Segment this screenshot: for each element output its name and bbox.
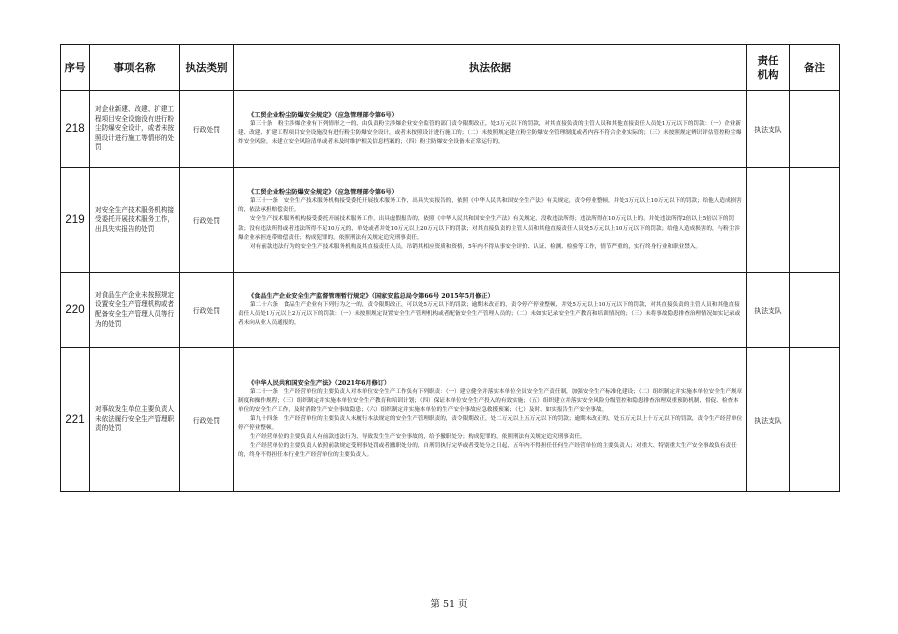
row-number: 218 [61, 91, 90, 168]
enforcement-category: 行政处罚 [180, 273, 234, 348]
table-row [61, 168, 840, 273]
item-name: 对企业新建、改建、扩建工程项目安全设施没有进行粉尘防爆安全设计，或者未按照设计进行施工等情形的处罚 [90, 91, 180, 168]
row-number: 220 [61, 273, 90, 348]
item-name: 对事故发生单位主要负责人未依法履行安全生产管理职责的处罚 [90, 348, 180, 492]
enforcement-category: 行政处罚 [180, 168, 234, 273]
law-paragraph: 对有前款违法行为的安全生产技术服务机构及其直接责任人员，吊销其相应资质和资格，5年内不得从事安全评价、认证、检测、检验等工作，情节严重的，实行终身行业和职业禁入。 [250, 243, 702, 250]
law-paragraph: 第二十一条 生产经营单位的主要负责人对本单位安全生产工作负有下列职责：（一）建立健全并落实本单位全员安全生产责任制，加强安全生产标准化建设；（二）组织制定并实施本单位安全生产规章制度和操作规程；（三）组织制定并实施本单位安全生产教育和培训计划；（四）保证本单位安全生产投入的有效实施；（五）组织建立并落实安全风险分级管控和隐患排查治理双重预防机制，督促、检查本单位的安全生产工作，及时消除生产安全事故隐患；（六）组织制定并实施本单位的生产安全事故应急救援预案；（七）及时、如实报告生产安全事故。 [238, 388, 743, 413]
row-number: 221 [61, 348, 90, 492]
law-title: 《工贸企业粉尘防爆安全规定》（应急管理部令第6号） [248, 189, 398, 197]
enforcement-category: 行政处罚 [180, 91, 234, 168]
header-basis: 执法依据 [234, 45, 747, 91]
header-name: 事项名称 [90, 45, 180, 91]
law-paragraph: 安全生产技术服务机构接受委托开展技术服务工作，出具虚假报告的，依照《中华人民共和国安全生产法》有关规定，没收违法所得；违法所得在10万元以上的，并处违法所得2倍以上5倍以下的罚款；没有违法所得或者违法所得不足10万元的，单处或者并处10万元以上20万元以下的罚款；对其直接负责的主管人员和其他直接责任人员处5万元以上10万元以下的罚款；给他人造成损害的，与粉尘涉爆企业承担连带赔偿责任；构成犯罪的，依照刑法有关规定追究刑事责任。 [238, 216, 740, 241]
responsible-unit: 执法支队 [747, 273, 790, 348]
law-title: 《中华人民共和国安全生产法》（2021年6月修订） [248, 379, 391, 387]
responsible-unit [747, 168, 790, 273]
row-number: 219 [61, 168, 90, 273]
item-name: 对安全生产技术服务机构接受委托开展技术服务工作，出具失实报告的处罚 [90, 168, 180, 273]
law-title: 《工贸企业粉尘防爆安全规定》（应急管理部令第6号） [248, 111, 398, 119]
enforcement-basis [234, 168, 747, 273]
table-header-row [61, 45, 840, 91]
page-number: 第 51 页 [430, 599, 468, 610]
header-category: 执法类别 [180, 45, 234, 91]
responsible-unit: 执法支队 [747, 91, 790, 168]
enforcement-category: 行政处罚 [180, 348, 234, 492]
table-row [61, 273, 840, 348]
law-paragraph: 生产经营单位的主要负责人依照前款规定受刑事处罚或者撤职处分的，自刑罚执行完毕或者受处分之日起，五年内不得担任任何生产经营单位的主要负责人；对重大、特别重大生产安全事故负有责任的，终身不得担任本行业生产经营单位的主要负责人。 [238, 443, 737, 459]
enforcement-table [60, 44, 840, 492]
header-responsible-line2: 机构 [757, 68, 779, 81]
header-responsible-line1: 责任 [757, 54, 779, 67]
remarks-cell [790, 348, 840, 492]
enforcement-basis [234, 273, 747, 348]
law-paragraph: 第九十四条 生产经营单位的主要负责人未履行本法规定的安全生产管理职责的，责令限期改正，处二万元以上五万元以下的罚款；逾期未改正的，处五万元以上十万元以下的罚款，责令生产经营单位停产停业整顿。 [238, 415, 743, 432]
law-paragraph: 第二十六条 食品生产企业有下列行为之一的，责令限期改正，可以处5万元以下的罚款；逾期未改正的，责令停产停业整顿，并处5万元以上10万元以下的罚款，对其直接负责的主管人员和其他直接责任人员处1万元以上2万元以下的罚款：（一）未按照规定设置安全生产管理机构或者配备安全生产管理人员的；（二）未如实记录安全生产教育和培训情况的；（三）未将事故隐患排查治理情况如实记录或者未向从业人员通报的。 [238, 301, 741, 327]
remarks-cell [790, 91, 840, 168]
enforcement-basis [234, 348, 747, 492]
table-row [61, 91, 840, 168]
header-seq: 序号 [61, 45, 90, 91]
item-name: 对食品生产企业未按照规定设置安全生产管理机构或者配备安全生产管理人员等行为的处罚 [90, 273, 180, 348]
law-title: 《食品生产企业安全生产监督管理暂行规定》（国家安监总局令第66号 2015年5月修正） [248, 292, 494, 300]
law-paragraph: 第三十条 粉尘涉爆企业有下列情形之一的，由负责粉尘涉爆企业安全监管的部门责令限期改正，处3万元以下的罚款，对其直接负责的主管人员和其他直接责任人员处1万元以下的罚款：（一）企业新建、改建、扩建工程项目安全设施没有进行粉尘防爆安全设计，或者未按照设计进行施工的；（二）未按照规定建立粉尘防爆安全管理制度或者内容不符合企业实际的；（三）未按照规定辨识评估管控粉尘爆炸安全风险，未建立安全风险清单或者未及时维护相关信息档案的；（四）粉尘防爆安全设备未正常运行的。 [238, 120, 742, 146]
responsible-unit: 执法支队 [747, 348, 790, 492]
remarks-cell [790, 273, 840, 348]
remarks-cell [790, 168, 840, 273]
law-paragraph: 第三十一条 安全生产技术服务机构接受委托开展技术服务工作，出具失实报告的，依照《中华人民共和国安全生产法》有关规定，责令停业整顿，并处3万元以上10万元以下的罚款；给他人造成损害的，依法承担赔偿责任。 [238, 198, 742, 214]
header-remarks: 备注 [790, 45, 840, 91]
table-row [61, 348, 840, 492]
enforcement-basis [234, 91, 747, 168]
header-responsible [747, 45, 790, 91]
law-paragraph: 生产经营单位的主要负责人有前款违法行为，导致发生生产安全事故的，给予撤职处分；构成犯罪的，依照刑法有关规定追究刑事责任。 [250, 434, 586, 441]
